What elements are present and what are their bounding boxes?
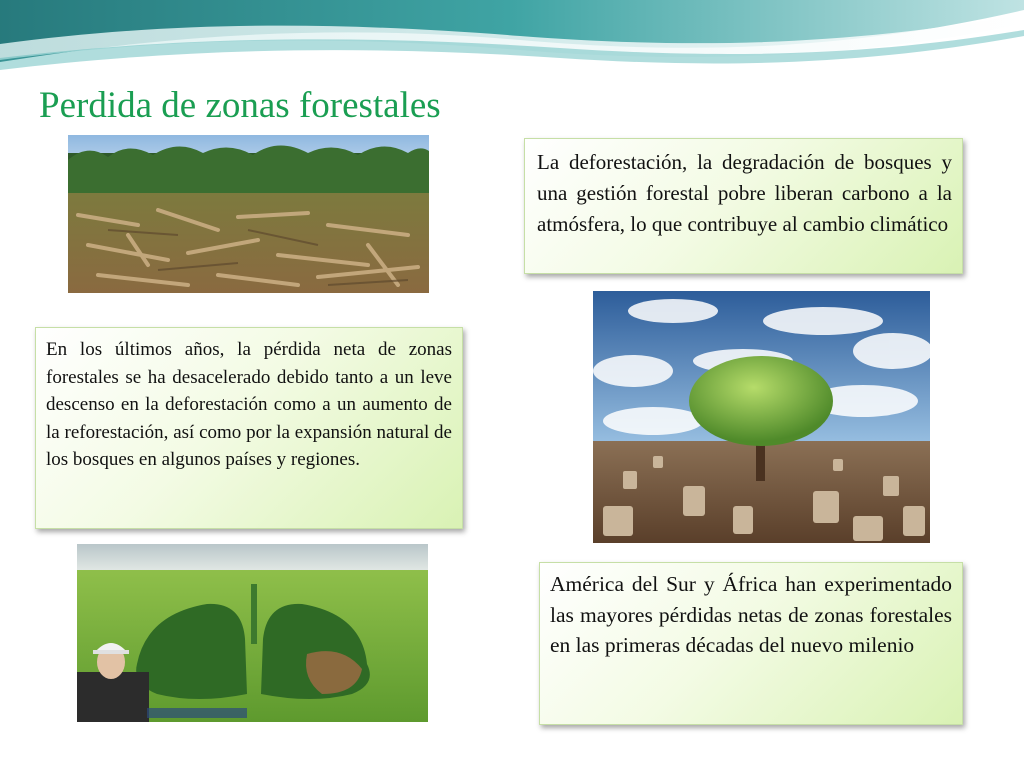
net-loss-slowdown-textbox: En los últimos años, la pérdida neta de zonas forestales se ha desacelerado debido tanto a un leve descenso en la deforestación como a un aumento de la reforestación, así como por la expansión natural de los bosques en algunos países y regiones. [35,327,463,529]
lungs-forest-image [77,544,428,722]
deforested-field-image [68,135,429,293]
header-wave-banner [0,0,1024,80]
lone-tree-image [593,291,930,543]
slide-title: Perdida de zonas forestales [39,85,441,126]
deforestation-carbon-textbox: La deforestación, la degradación de bosques y una gestión forestal pobre liberan carbono a la atmósfera, lo que contribuye al cambio climático [524,138,963,274]
south-america-africa-textbox: América del Sur y África han experimentado las mayores pérdidas netas de zonas forestales en las primeras décadas del nuevo milenio [539,562,963,725]
